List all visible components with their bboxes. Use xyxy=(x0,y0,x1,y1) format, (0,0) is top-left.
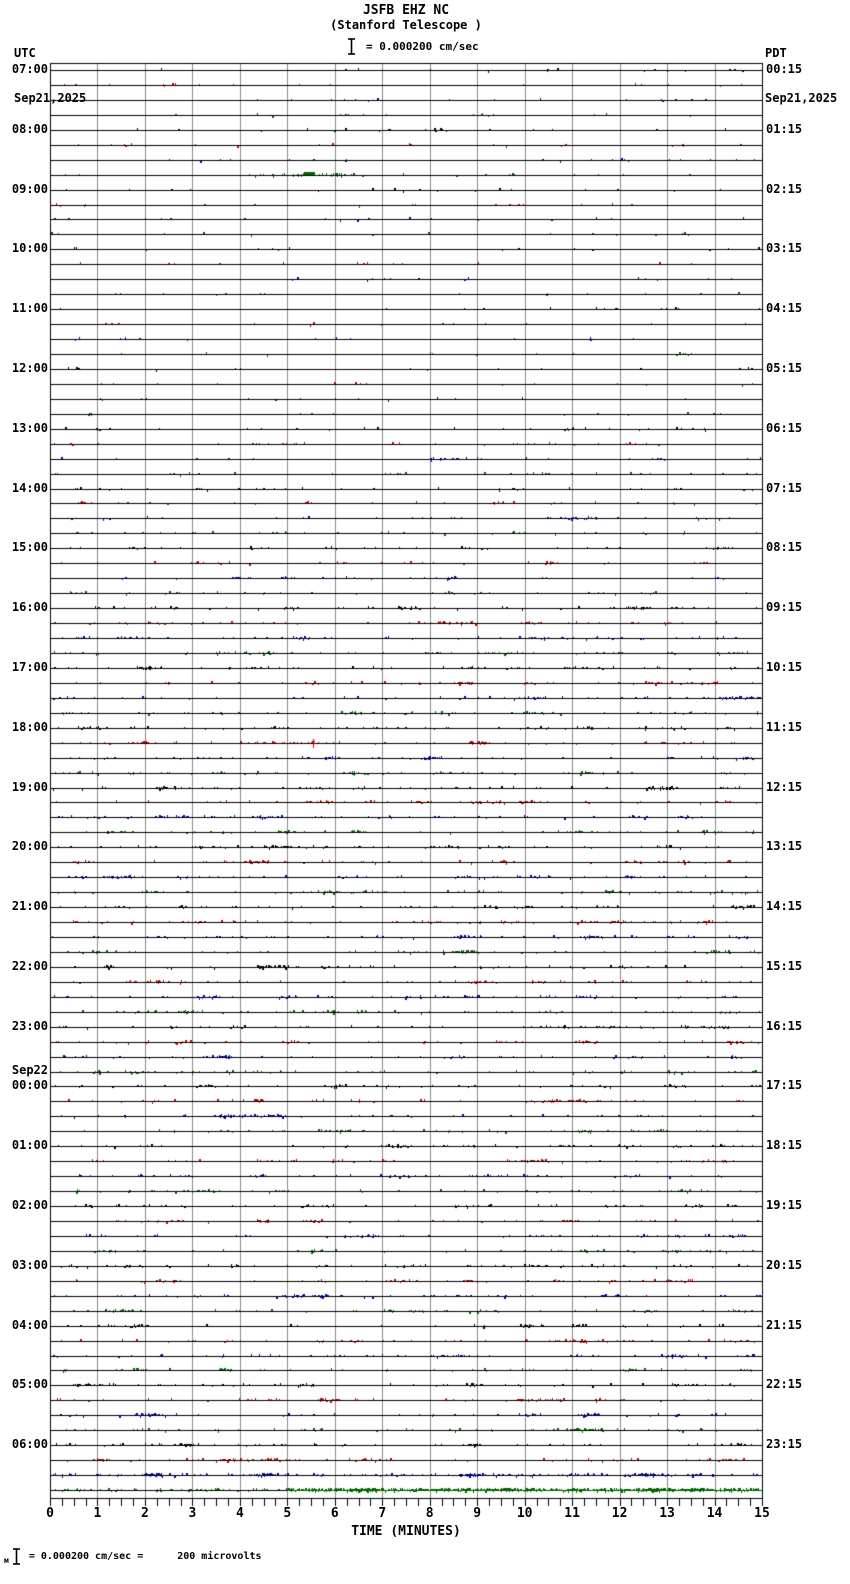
utc-time-label: 03:00 xyxy=(11,1258,48,1272)
utc-time-label: 08:00 xyxy=(11,122,48,136)
utc-time-label: 14:00 xyxy=(11,481,48,495)
x-axis-tick-label: 3 xyxy=(188,1506,197,1521)
pdt-time-label: 04:15 xyxy=(766,301,803,315)
utc-time-label: 05:00 xyxy=(11,1377,48,1391)
scale-bar-icon xyxy=(347,38,356,55)
pdt-time-label: 13:15 xyxy=(766,839,803,853)
pdt-time-label: 12:15 xyxy=(766,780,803,794)
pdt-time-label: 23:15 xyxy=(766,1437,803,1451)
pdt-time-label: 11:15 xyxy=(766,720,803,734)
footer-microvolts-text: 200 microvolts xyxy=(177,1550,262,1562)
utc-time-label: 10:00 xyxy=(11,241,48,255)
pdt-time-label: 16:15 xyxy=(766,1019,803,1033)
footer-scale-bar-icon xyxy=(12,1548,21,1565)
utc-time-label: 09:00 xyxy=(11,182,48,196)
utc-time-label: 20:00 xyxy=(11,839,48,853)
utc-time-label: 04:00 xyxy=(11,1318,48,1332)
station-subtitle: (Stanford Telescope ) xyxy=(330,18,482,32)
pdt-time-label: 19:15 xyxy=(766,1198,803,1212)
utc-time-label: 01:00 xyxy=(11,1138,48,1152)
utc-time-label: 02:00 xyxy=(11,1198,48,1212)
x-axis-tick-label: 0 xyxy=(46,1506,54,1521)
utc-time-label: 17:00 xyxy=(11,660,48,674)
pdt-time-label: 21:15 xyxy=(766,1318,803,1332)
x-axis-tick-label: 6 xyxy=(330,1506,339,1521)
pdt-time-label: 09:15 xyxy=(766,600,803,614)
pdt-time-label: 06:15 xyxy=(766,421,803,435)
x-axis-title: TIME (MINUTES) xyxy=(351,1524,461,1539)
x-axis-tick-label: 8 xyxy=(425,1506,434,1521)
utc-time-label: 07:00 xyxy=(11,62,48,76)
utc-time-label: 23:00 xyxy=(11,1019,48,1033)
utc-time-label: 15:00 xyxy=(11,540,48,554)
x-axis-tick-label: 4 xyxy=(235,1506,244,1521)
x-axis-tick-label: 13 xyxy=(659,1506,675,1521)
pdt-time-label: 03:15 xyxy=(766,241,803,255)
x-axis-tick-label: 9 xyxy=(473,1506,482,1521)
utc-time-label: 21:00 xyxy=(11,899,48,913)
pdt-time-label: 15:15 xyxy=(766,959,803,973)
pdt-time-label: 17:15 xyxy=(766,1078,803,1092)
utc-header xyxy=(14,16,86,136)
pdt-time-label: 22:15 xyxy=(766,1377,803,1391)
x-axis-tick-label: 11 xyxy=(564,1506,580,1521)
x-axis-tick-label: 2 xyxy=(141,1506,149,1521)
x-axis-tick-label: 14 xyxy=(706,1506,723,1521)
pdt-time-label: 20:15 xyxy=(766,1258,803,1272)
timezone-right-label: PDT xyxy=(765,46,787,60)
pdt-time-label: 02:15 xyxy=(766,182,803,196)
x-axis-tick-label: 7 xyxy=(378,1506,387,1521)
amplitude-scale-label: = 0.000200 cm/sec xyxy=(366,40,479,53)
utc-time-label: 16:00 xyxy=(11,600,48,614)
utc-time-label: 18:00 xyxy=(11,720,48,734)
pdt-time-label: 10:15 xyxy=(766,660,803,674)
utc-date-rollover-label: Sep22 xyxy=(11,1063,48,1077)
pdt-time-label: 08:15 xyxy=(766,540,803,554)
footer-scale-note xyxy=(4,1547,262,1565)
pdt-time-label: 18:15 xyxy=(766,1138,803,1152)
utc-time-label: 11:00 xyxy=(11,301,48,315)
x-axis-tick-label: 12 xyxy=(611,1506,628,1521)
x-axis-tick-label: 5 xyxy=(283,1506,292,1521)
x-axis-tick-label: 15 xyxy=(754,1506,770,1521)
date-left-label: Sep21,2025 xyxy=(14,91,87,105)
footer-tiny-mark: м xyxy=(4,1555,9,1565)
footer-scale-text: = 0.000200 cm/sec = xyxy=(28,1550,144,1562)
station-title: JSFB EHZ NC xyxy=(362,3,450,18)
pdt-time-label: 00:15 xyxy=(766,62,803,76)
pdt-time-label: 07:15 xyxy=(766,481,803,495)
pdt-time-label: 01:15 xyxy=(766,122,803,136)
pdt-header xyxy=(765,16,837,136)
x-axis-tick-label: 10 xyxy=(516,1506,533,1521)
timezone-left-label: UTC xyxy=(14,46,36,60)
x-axis-tick-label: 1 xyxy=(93,1506,102,1521)
date-right-label: Sep21,2025 xyxy=(765,91,838,105)
utc-time-label: 12:00 xyxy=(11,361,48,375)
pdt-time-label: 14:15 xyxy=(766,899,803,913)
amplitude-scale xyxy=(347,38,479,55)
utc-time-label: 19:00 xyxy=(11,780,48,794)
utc-time-label: 13:00 xyxy=(11,421,48,435)
utc-time-label: 00:00 Sep22 xyxy=(11,1063,48,1092)
utc-time-label: 22:00 xyxy=(11,959,48,973)
utc-time-label: 06:00 xyxy=(11,1437,48,1451)
pdt-time-label: 05:15 xyxy=(766,361,803,375)
